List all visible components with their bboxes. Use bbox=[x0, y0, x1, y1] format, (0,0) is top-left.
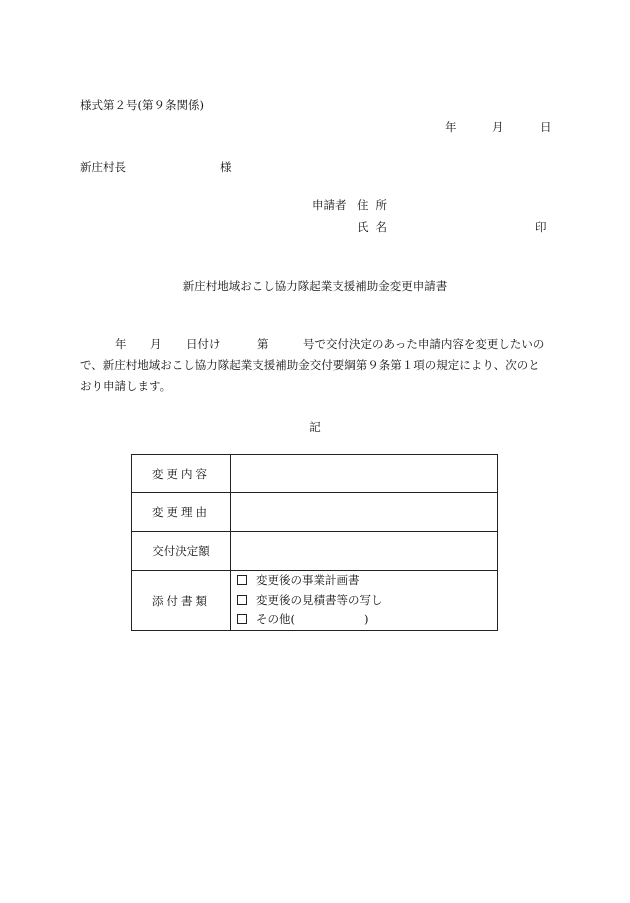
change-content-field[interactable] bbox=[231, 455, 498, 493]
attachments-list bbox=[231, 571, 497, 630]
table-row bbox=[132, 493, 498, 532]
attachments-label: 添付書類 bbox=[132, 571, 231, 631]
checkbox-icon[interactable] bbox=[237, 575, 247, 585]
grant-amount-label: 交付決定額 bbox=[132, 532, 231, 571]
addressee-name: 新庄村長 bbox=[80, 160, 126, 174]
date-day: 日 bbox=[540, 120, 552, 134]
body-year: 年 bbox=[115, 337, 127, 351]
checkbox-icon[interactable] bbox=[237, 614, 247, 624]
checkbox-icon[interactable] bbox=[237, 595, 247, 605]
body-paragraph bbox=[80, 334, 552, 397]
detail-table bbox=[131, 454, 498, 631]
address-label: 住所 bbox=[357, 198, 394, 212]
body-line-1 bbox=[80, 334, 552, 355]
body-month: 月 bbox=[150, 337, 162, 351]
attachment-label: 変更後の見積書等の写し bbox=[256, 592, 383, 607]
body-line-1-rest: 号で交付決定のあった申請内容を変更したいの bbox=[303, 337, 545, 351]
attachment-label: その他( ) bbox=[256, 612, 369, 627]
table-row bbox=[132, 455, 498, 493]
list-item bbox=[237, 591, 497, 611]
grant-amount-field[interactable] bbox=[231, 532, 498, 571]
attachments-cell bbox=[231, 571, 498, 631]
applicant-label: 申請者 bbox=[312, 198, 347, 212]
list-item bbox=[237, 610, 497, 630]
date-line bbox=[445, 119, 555, 133]
seal-mark: 印 bbox=[535, 220, 547, 234]
table-row bbox=[132, 532, 498, 571]
name-label: 氏名 bbox=[357, 220, 394, 234]
ki-heading: 記 bbox=[309, 420, 321, 434]
body-date-suffix: 日付け bbox=[186, 337, 221, 351]
date-month: 月 bbox=[492, 120, 504, 134]
body-line-3: おり申請します。 bbox=[80, 379, 172, 393]
list-item bbox=[237, 571, 497, 591]
change-reason-label: 変更理由 bbox=[132, 493, 231, 532]
addressee-honorific: 様 bbox=[220, 160, 232, 174]
date-year: 年 bbox=[445, 120, 457, 134]
table-row bbox=[132, 571, 498, 631]
body-dai: 第 bbox=[257, 337, 269, 351]
form-number: 様式第２号(第９条関係) bbox=[80, 98, 204, 112]
body-line-2: で、新庄村地域おこし協力隊起業支援補助金交付要綱第９条第１項の規定により、次のと bbox=[80, 358, 540, 372]
change-content-label: 変更内容 bbox=[132, 455, 231, 493]
attachment-label: 変更後の事業計画書 bbox=[256, 573, 360, 588]
document-title: 新庄村地域おこし協力隊起業支援補助金変更申請書 bbox=[182, 279, 448, 293]
change-reason-field[interactable] bbox=[231, 493, 498, 532]
